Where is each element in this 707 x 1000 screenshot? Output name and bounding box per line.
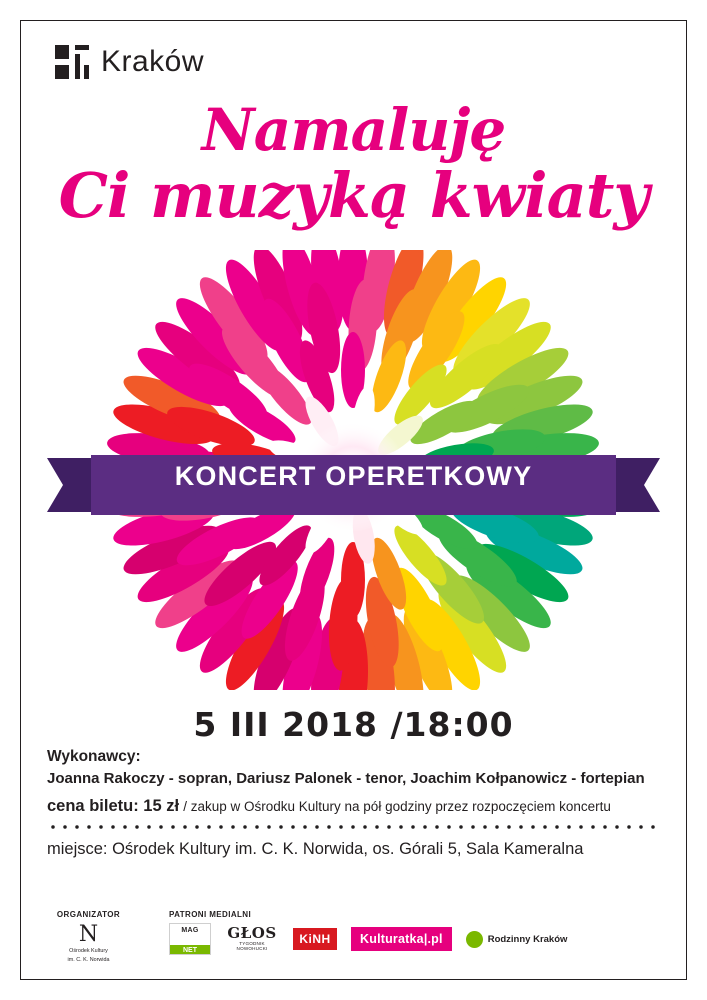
media-patrons-label: PATRONI MEDIALNI (169, 910, 252, 919)
ribbon-label: KONCERT OPERETKOWY (174, 461, 533, 491)
rodzinny-krakow-logo[interactable] (466, 924, 568, 954)
magnet-logo-text-bottom: NET (183, 947, 197, 954)
organizer-name-line1: Ośrodek Kultury (69, 948, 108, 954)
event-date: 5 III 2018 /18:00 (193, 705, 514, 744)
glos-logo-text: GŁOS (227, 924, 277, 943)
performers-list: Joanna Rakoczy - sopran, Dariusz Palonek - tenor, Joachim Kołpanowicz - fortepian (47, 770, 645, 787)
footer (36, 910, 671, 980)
kulturatka-logo[interactable] (351, 924, 452, 954)
event-details (47, 748, 660, 859)
krakow-squares-icon (55, 45, 89, 79)
krakow-logo (55, 45, 204, 79)
kinh-logo[interactable] (293, 924, 337, 954)
media-patrons-block (169, 910, 669, 954)
dotted-divider (47, 822, 660, 832)
performers-label: Wykonawcy: (47, 748, 141, 765)
glos-logo[interactable] (225, 924, 279, 954)
kinh-logo-text: KiNH (293, 928, 337, 950)
media-patrons-row (169, 924, 669, 954)
title-line-1: Namaluję (201, 96, 506, 164)
organizer-name-line2: im. C. K. Norwida (67, 956, 110, 963)
title-line-2: Ci muzyką kwiaty (58, 158, 649, 232)
ticket-price-row (47, 797, 660, 816)
rodzinny-krakow-text: Rodzinny Kraków (487, 933, 568, 945)
norwida-monogram: N (78, 922, 99, 947)
organizer-block (36, 910, 141, 964)
ticket-price-note: / zakup w Ośrodku Kultury na pół godziny przez rozpoczęciem koncertu (183, 799, 611, 814)
kulturatka-logo-text: Kulturatka|.pl (351, 927, 452, 951)
krakow-logo-text: Kraków (101, 45, 205, 78)
ticket-price-label: cena biletu: 15 zł (47, 797, 180, 815)
magnet-logo[interactable] (169, 924, 211, 954)
rodzinny-krakow-icon (466, 931, 483, 948)
norwida-logo (45, 924, 133, 964)
magnet-logo-text-top: MAG (181, 927, 199, 934)
venue-line: miejsce: Ośrodek Kultury im. C. K. Norwida, os. Górali 5, Sala Kameralna (47, 840, 584, 858)
glos-logo-subtext: TYGODNIK NOWOHUCKI (236, 941, 268, 951)
organizer-label: ORGANIZATOR (56, 910, 121, 919)
